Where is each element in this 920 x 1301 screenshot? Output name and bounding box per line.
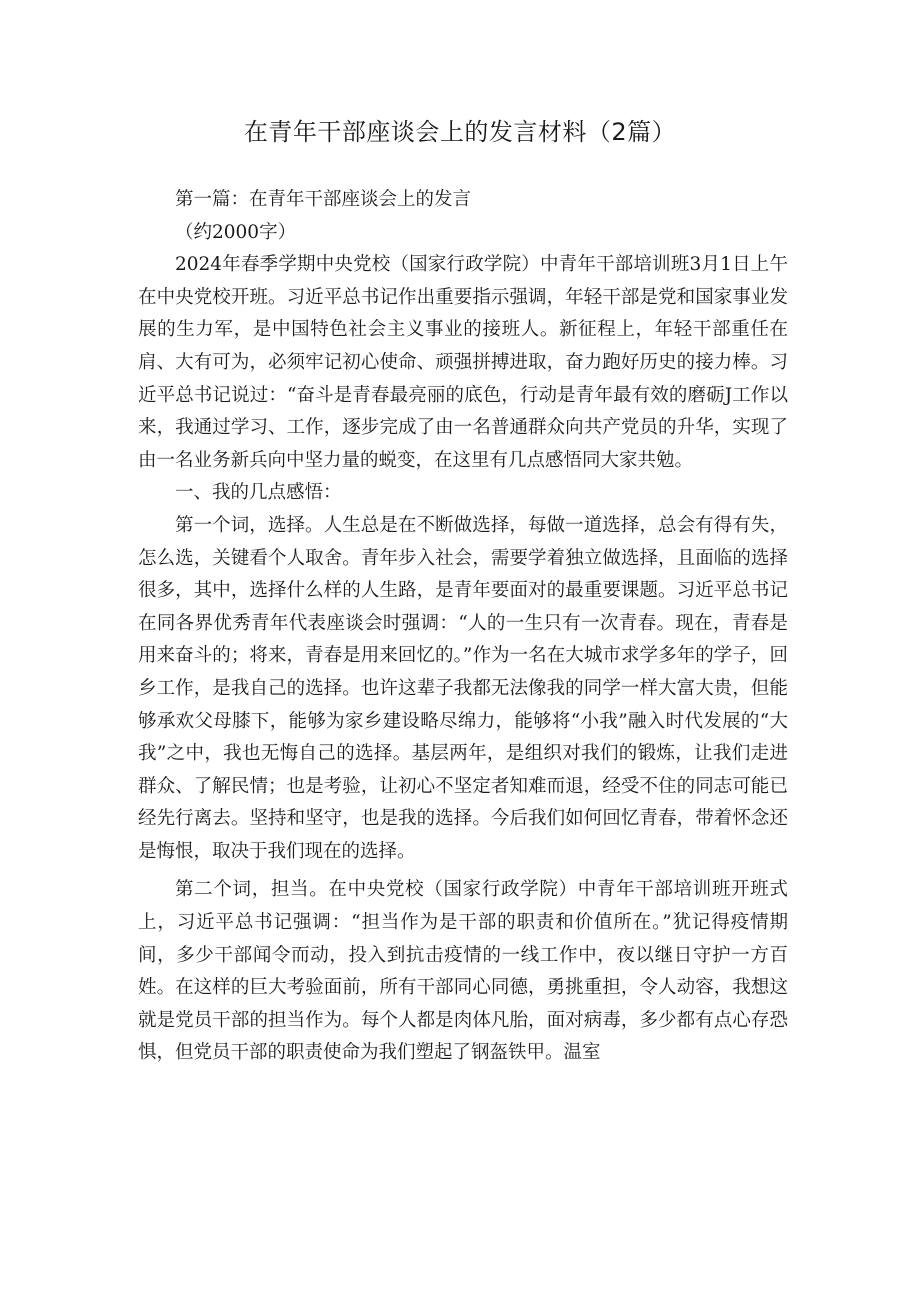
word-count-note: （约2000字） <box>175 221 297 243</box>
paragraph-choice: 第一个词，选择。人生总是在不断做选择，每做一道选择，总会有得有失，怎么选，关键看个人取舍。青年步入社会，需要学着独立做选择，且面临的选择很多，其中，选择什么样的人生路，是青年要面对的最重要课题。习近平总书记在同各界优秀青年代表座谈会时强调：“人的一生只有一次青春。现在，青春是用来奋斗的；将来，青春是用来回忆的。”作为一名在大城市求学多年的学子，回乡工作，是我自己的选择。也许这辈子我都无法像我的同学一样大富大贵，但能够承欢父母膝下，能够为家乡建设略尽绵力，能够将“小我”融入时代发展的“大我”之中，我也无悔自己的选择。基层两年，是组织对我们的锻炼，让我们走进群众、了解民情；也是考验，让初心不坚定者知难而退，经受不住的同志可能已经先行离去。坚持和坚守，也是我的选择。今后我们如何回忆青春，带着怀念还是悔恨，取决于我们现在的选择。 <box>138 514 788 862</box>
paragraph-intro: 2024年春季学期中央党校（国家行政学院）中青年干部培训班3月1日上午在中央党校开班。习近平总书记作出重要指示强调，年轻干部是党和国家事业发展的生力军，是中国特色社会主义事业的接班人。新征程上，年轻干部重任在肩、大有可为，必须牢记初心使命、顽强拼搏进取，奋力跑好历史的接力棒。习近平总书记说过：“奋斗是青春最亮丽的底色，行动是青年最有效的磨砺J工作以来，我通过学习、工作，逐步完成了由一名普通群众向共产党员的升华，实现了由一名业务新兵向中坚力量的蜕变，在这里有几点感悟同大家共勉。 <box>138 254 788 471</box>
document-title: 在青年干部座谈会上的发言材料（2篇） <box>243 118 677 146</box>
paragraph-responsibility: 第二个词，担当。在中央党校（国家行政学院）中青年干部培训班开班式上，习近平总书记强调：“担当作为是干部的职责和价值所在。”犹记得疫情期间，多少干部闻令而动，投入到抗击疫情的一线工作中，夜以继日守护一方百姓。在这样的巨大考验面前，所有干部同心同德，勇挑重担，令人动容，我想这就是党员干部的担当作为。每个人都是肉体凡胎，面对病毒，多少都有点心存恐惧，但党员干部的职责使命为我们塑起了钢盔铁甲。温室 <box>138 879 788 1064</box>
document-body <box>138 184 788 1070</box>
section-heading: 第一篇：在青年干部座谈会上的发言 <box>175 189 472 210</box>
paragraph-heading-insights: 一、我的几点感悟： <box>175 482 342 504</box>
